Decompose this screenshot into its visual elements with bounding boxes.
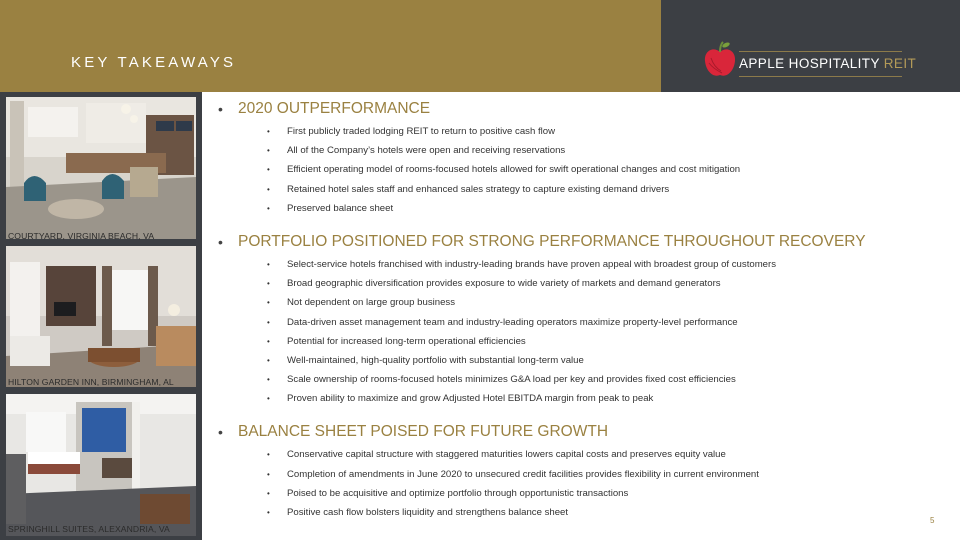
slide-title: KEY TAKEAWAYS xyxy=(71,54,237,71)
list-item: • Well-maintained, high-quality portfolio with substantial long-term value xyxy=(218,351,948,370)
list-item: • Data-driven asset management team and industry-leading operators maximize property-level performance xyxy=(218,313,948,332)
list-item: • Proven ability to maximize and grow Adjusted Hotel EBITDA margin from peak to peak xyxy=(218,389,948,408)
takeaways-content xyxy=(218,96,948,522)
list-item: • First publicly traded lodging REIT to return to positive cash flow xyxy=(218,122,948,141)
bullet-icon: • xyxy=(267,450,270,460)
section-heading: • PORTFOLIO POSITIONED FOR STRONG PERFORMANCE THROUGHOUT RECOVERY xyxy=(218,229,948,255)
apple-logo-icon xyxy=(703,40,737,80)
photo-hilton-room xyxy=(6,246,196,387)
bullet-list xyxy=(218,255,948,409)
photo-courtyard-lobby xyxy=(6,97,196,239)
bullet-icon: • xyxy=(218,101,223,117)
list-item: • Positive cash flow bolsters liquidity and strengthens balance sheet xyxy=(218,503,948,522)
section-portfolio-positioned xyxy=(218,229,948,409)
section-2020-outperformance xyxy=(218,96,948,218)
bullet-icon: • xyxy=(267,355,270,365)
bullet-icon: • xyxy=(267,488,270,498)
logo-rule-top xyxy=(739,51,902,52)
logo-wordmark: APPLE HOSPITALITY REIT xyxy=(739,56,917,71)
list-item: • Efficient operating model of rooms-focused hotels allowed for swift operational changes and cost mitigation xyxy=(218,160,948,179)
bullet-icon: • xyxy=(267,375,270,385)
bullet-icon: • xyxy=(267,259,270,269)
bullet-icon: • xyxy=(267,184,270,194)
bullet-list xyxy=(218,122,948,218)
list-item: • Not dependent on large group business xyxy=(218,293,948,312)
company-logo xyxy=(703,40,917,80)
bullet-list xyxy=(218,445,948,522)
photo-column xyxy=(0,92,202,540)
bullet-icon: • xyxy=(218,424,223,441)
bullet-icon: • xyxy=(267,394,270,404)
bullet-icon: • xyxy=(218,233,223,250)
bullet-icon: • xyxy=(267,317,270,327)
bullet-icon: • xyxy=(267,279,270,289)
list-item: • Preserved balance sheet xyxy=(218,199,948,218)
list-item: • Scale ownership of rooms-focused hotels minimizes G&A load per key and provides fixed cost efficiencies xyxy=(218,370,948,389)
bullet-icon: • xyxy=(267,203,270,213)
list-item: • Potential for increased long-term operational efficiencies xyxy=(218,332,948,351)
section-balance-sheet xyxy=(218,419,948,522)
bullet-icon: • xyxy=(267,127,270,136)
bullet-icon: • xyxy=(267,298,270,308)
list-item: • Broad geographic diversification provides exposure to wide variety of markets and demand generators xyxy=(218,274,948,293)
section-heading: • BALANCE SHEET POISED FOR FUTURE GROWTH xyxy=(218,419,948,445)
page-number: 5 xyxy=(930,516,935,525)
list-item: • Completion of amendments in June 2020 to unsecured credit facilities provides flexibility in current environment xyxy=(218,465,948,484)
list-item: • All of the Company’s hotels were open and receiving reservations xyxy=(218,141,948,160)
bullet-icon: • xyxy=(267,336,270,346)
list-item: • Poised to be acquisitive and optimize portfolio through opportunistic transactions xyxy=(218,484,948,503)
list-item: • Retained hotel sales staff and enhanced sales strategy to capture existing demand drivers xyxy=(218,180,948,199)
bullet-icon: • xyxy=(267,508,270,517)
bullet-icon: • xyxy=(267,469,270,479)
section-heading: • 2020 OUTPERFORMANCE xyxy=(218,96,948,122)
photo-springhill-room xyxy=(6,394,196,536)
header-gold-band xyxy=(0,0,661,92)
list-item: • Conservative capital structure with staggered maturities lowers capital costs and preserves equity value xyxy=(218,445,948,464)
bullet-icon: • xyxy=(267,146,270,156)
photo-caption: HILTON GARDEN INN, BIRMINGHAM, AL xyxy=(8,377,174,387)
photo-caption: COURTYARD, VIRGINIA BEACH, VA xyxy=(8,231,155,241)
list-item: • Select-service hotels franchised with industry-leading brands have proven appeal with broadest group of customers xyxy=(218,255,948,274)
photo-caption: SPRINGHILL SUITES, ALEXANDRIA, VA xyxy=(8,524,170,534)
bullet-icon: • xyxy=(267,165,270,175)
logo-rule-bottom xyxy=(739,76,902,77)
